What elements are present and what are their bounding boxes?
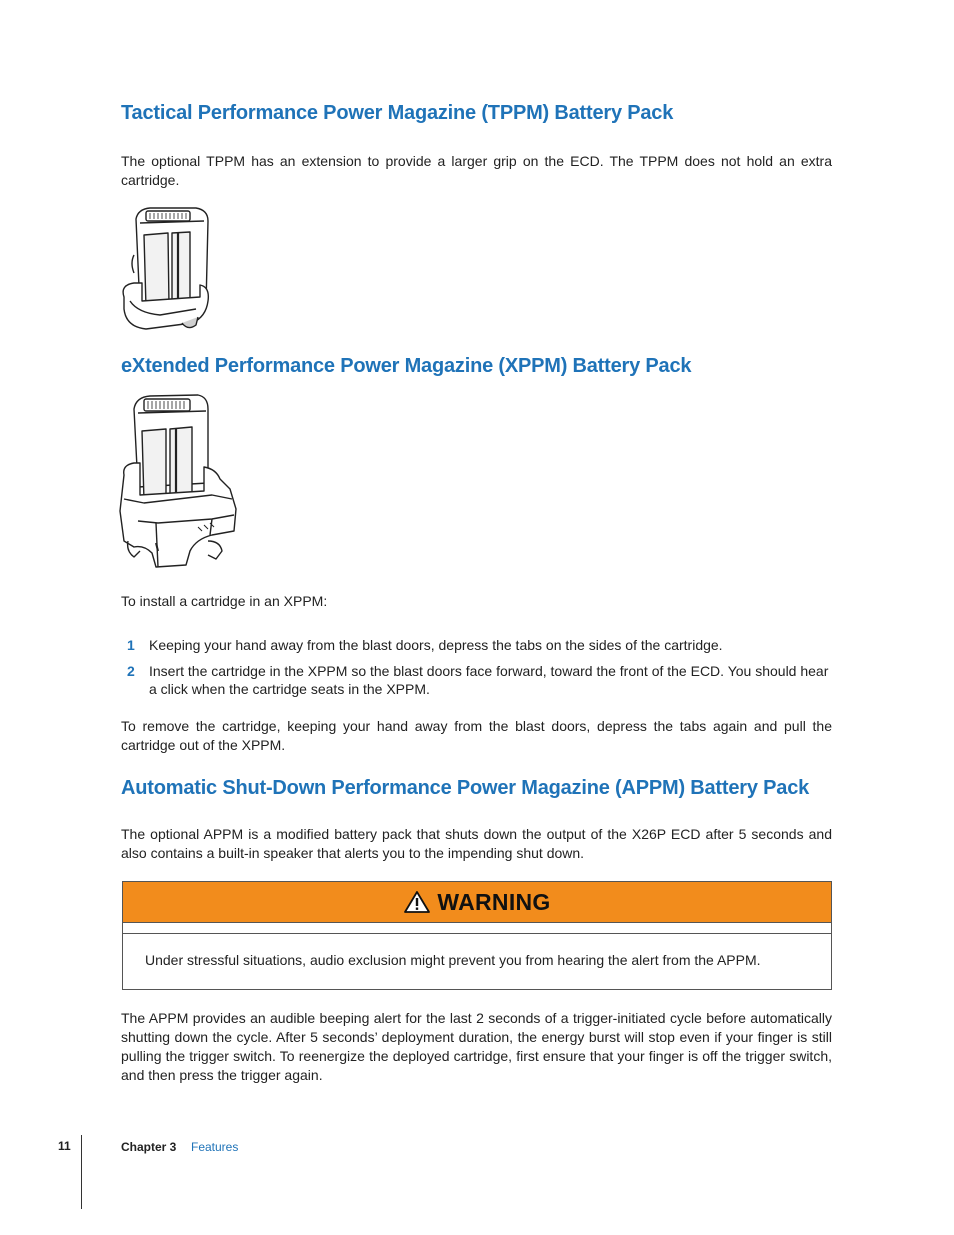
warning-header xyxy=(123,882,831,923)
tppm-battery-illustration xyxy=(116,205,212,333)
step-text: Insert the cartridge in the XPPM so the blast doors face forward, toward the front of the ECD. You should hear a click when the cartridge seats in the XPPM. xyxy=(149,663,829,697)
xppm-step-1 xyxy=(121,636,832,654)
appm-body: The optional APPM is a modified battery pack that shuts down the output of the X26P ECD after 5 seconds and also contains a built-in speaker that alerts you to the impending shut down. xyxy=(121,826,832,861)
footer-divider xyxy=(81,1135,82,1209)
xppm-remove-text: To remove the cartridge, keeping your hand away from the blast doors, depress the tabs again and pull the cartridge out of the XPPM. xyxy=(121,718,832,753)
chapter-title-link[interactable]: Features xyxy=(191,1140,239,1154)
xppm-step-2 xyxy=(121,662,832,698)
page-number: 11 xyxy=(58,1139,71,1153)
chapter-label: Chapter 3 xyxy=(121,1140,177,1154)
xppm-install-intro: To install a cartridge in an XPPM: xyxy=(121,593,328,609)
warning-box xyxy=(122,881,832,990)
step-text: Keeping your hand away from the blast doors, depress the tabs on the sides of the cartridge. xyxy=(149,637,723,653)
warning-divider xyxy=(123,933,831,934)
step-number: 1 xyxy=(127,637,135,653)
tppm-heading: Tactical Performance Power Magazine (TPPM) Battery Pack xyxy=(121,102,674,124)
warning-label: WARNING xyxy=(437,888,551,915)
tppm-body: The optional TPPM has an extension to provide a larger grip on the ECD. The TPPM does not hold an extra cartridge. xyxy=(121,153,832,188)
step-number: 2 xyxy=(127,663,135,679)
warning-text: Under stressful situations, audio exclusion might prevent you from hearing the alert from the APPM. xyxy=(145,952,761,968)
warning-triangle-icon xyxy=(403,890,431,914)
appm-closing-text: The APPM provides an audible beeping alert for the last 2 seconds of a trigger-initiated cycle before automatically shutting down the cycle. After 5 seconds’ deployment duration, the energy burst will stop even if your finger is still pulling the trigger switch. To reenergize the deployed cartridge, first ensure that your finger is off the trigger switch, and then press the trigger again. xyxy=(121,1010,832,1083)
xppm-battery-illustration xyxy=(116,391,242,569)
xppm-heading: eXtended Performance Power Magazine (XPPM) Battery Pack xyxy=(121,355,692,377)
appm-heading: Automatic Shut-Down Performance Power Magazine (APPM) Battery Pack xyxy=(121,777,810,799)
